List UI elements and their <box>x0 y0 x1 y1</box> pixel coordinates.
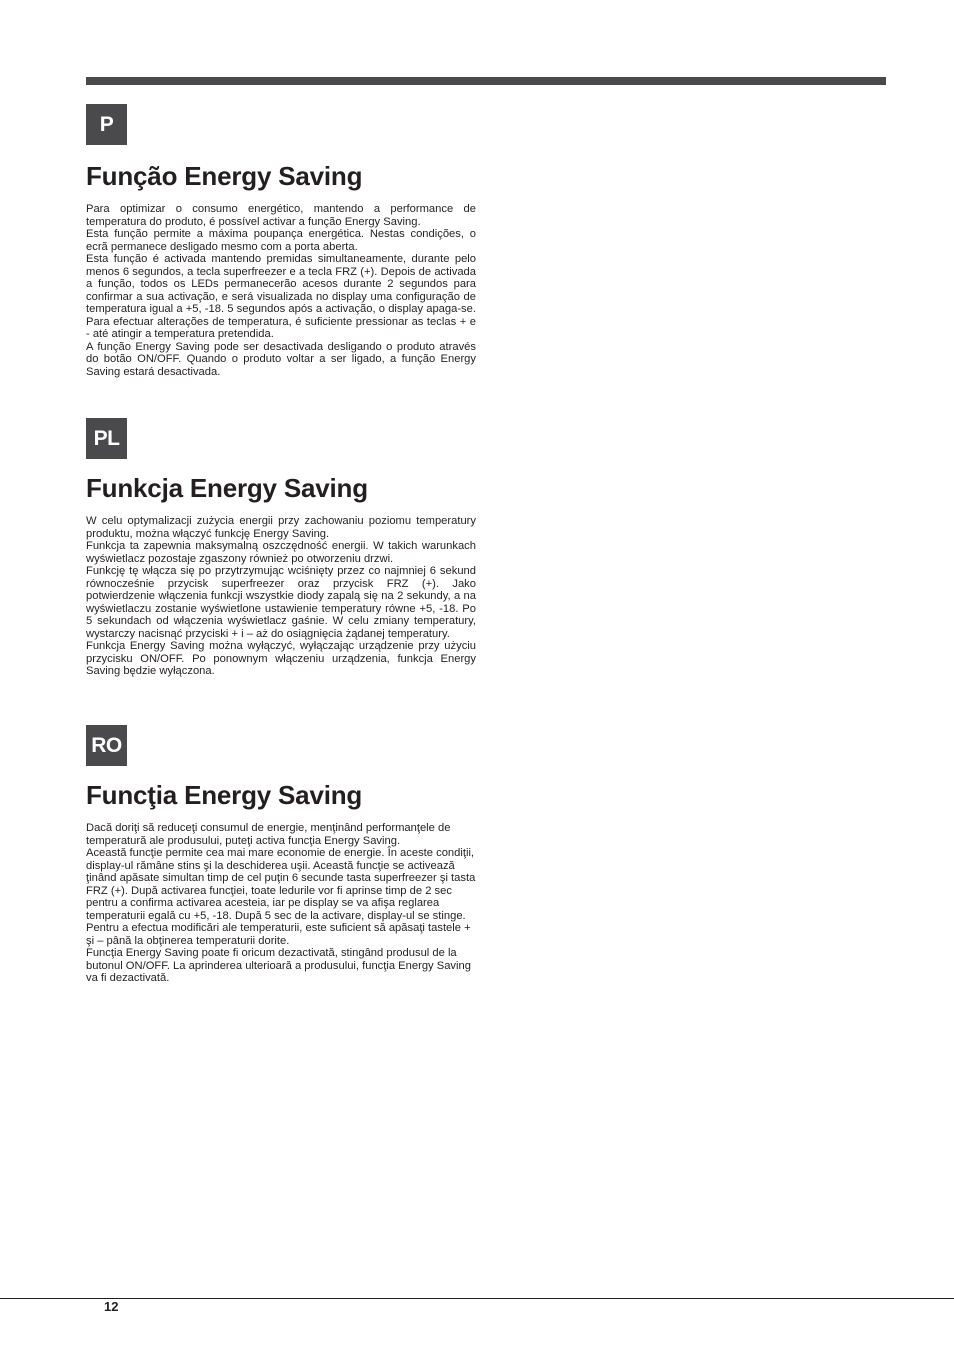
page-number: 12 <box>104 1299 119 1314</box>
section-polish <box>86 418 476 678</box>
section-title: Função Energy Saving <box>86 161 363 191</box>
section-portuguese <box>86 104 476 378</box>
section-title: Funkcja Energy Saving <box>86 473 368 503</box>
paragraph: Funkcję tę włącza się po przytrzymując wciśnięty przez co najmniej 6 sekund równocześnie przycisk superfreezer oraz przycisk FRZ (+). Jako potwierdzenie włączenia funkcji wszystkie diody zapalą się na 2 sekundy, a na wyświetlaczu zostanie wyświetlone ustawienie temperatury równe +5, -18. Po 5 sekundach od włączenia wyświetlacz gaśnie. W celu zmiany temperatury, wystarczy nacisnąć przyciski + i – aż do osiągnięcia żądanej temperatury. <box>86 565 476 640</box>
section-title: Funcţia Energy Saving <box>86 780 363 810</box>
language-badge: P <box>86 104 127 145</box>
language-badge: RO <box>86 725 127 766</box>
top-rule <box>86 77 886 85</box>
paragraph: W celu optymalizacji zużycia energii przy zachowaniu poziomu temperatury produktu, można włączyć funkcję Energy Saving. <box>86 515 476 540</box>
paragraph: Funkcja ta zapewnia maksymalną oszczędność energii. W takich warunkach wyświetlacz pozostaje zgaszony również po otworzeniu drzwi. <box>86 540 476 565</box>
paragraph: Para optimizar o consumo energético, mantendo a performance de temperatura do produto, é possível activar a função Energy Saving. <box>86 203 476 228</box>
section-body <box>86 515 476 678</box>
paragraph: Această funcţie permite cea mai mare economie de energie. În aceste condiţii, display-ul rămâne stins şi la deschiderea uşii. Această funcţie se activează ţinând apăsate simultan timp de cel puţin 6 secunde tasta superfreezer şi tasta FRZ (+). După activarea funcţiei, toate ledurile vor fi aprinse timp de 2 sec pentru a confirma activarea acesteia, iar pe display se va afişa reglarea temperaturii egală cu +5, -18. După 5 sec de la activare, display-ul se stinge. Pentru a efectua modificări ale temperaturii, este suficient să apăsaţi tastele + şi – până la obţinerea temperaturii dorite. <box>86 847 476 947</box>
paragraph: Dacă doriţi să reduceţi consumul de energie, menţinând performanţele de temperatură ale produsului, puteţi activa funcţia Energy Saving. <box>86 822 451 847</box>
paragraph: Funcţia Energy Saving poate fi oricum dezactivată, stingând produsul de la butonul ON/OFF. La aprinderea ulterioară a produsului, funcţia Energy Saving va fi dezactivată. <box>86 947 471 984</box>
paragraph: A função Energy Saving pode ser desactivada desligando o produto através do botão ON/OFF. Quando o produto voltar a ser ligado, a função Energy Saving estará desactivada. <box>86 340 476 378</box>
language-badge: PL <box>86 418 127 459</box>
section-body <box>86 822 476 985</box>
paragraph: Esta função permite a máxima poupança energética. Nestas condições, o ecrã permanece desligado mesmo com a porta aberta. <box>86 228 476 253</box>
footer-rule <box>0 1298 954 1299</box>
paragraph: Funkcja Energy Saving można wyłączyć, wyłączając urządzenie przy użyciu przycisku ON/OFF. Po ponownym włączeniu urządzenia, funkcja Energy Saving będzie wyłączona. <box>86 640 476 677</box>
paragraph: Esta função é activada mantendo premidas simultaneamente, durante pelo menos 6 segundos, a tecla superfreezer e a tecla FRZ (+). Depois de activada a função, todos os LEDs permanecerão acesos durante 2 segundos para confirmar a sua activação, e será visualizada no display uma configuração de temperatura igual a +5, -18. 5 segundos após a activação, o display apaga-se. Para efectuar alterações de temperatura, é suficiente pressionar as teclas + e - até atingir a temperatura pretendida. <box>86 253 476 340</box>
section-romanian <box>86 725 476 985</box>
section-body <box>86 203 476 378</box>
